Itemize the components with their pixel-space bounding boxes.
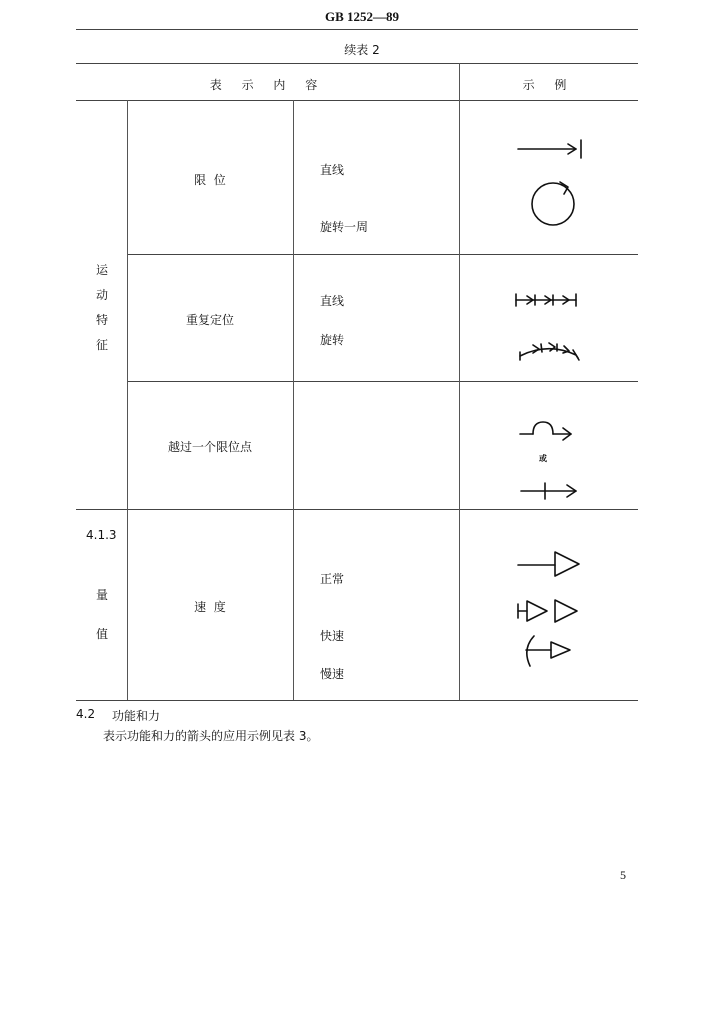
table-caption: 续表 2: [344, 43, 380, 57]
header-rule: [76, 29, 638, 30]
section-divider: [76, 509, 638, 510]
standard-number: GB 1252—89: [324, 9, 400, 24]
row-name: 限 位: [194, 173, 226, 187]
repeated-linear-positioning-icon: [514, 291, 580, 309]
column-header-content: 表 示 内 容: [209, 78, 326, 92]
row-item: 旋转一周: [320, 220, 369, 234]
row-item: 正常: [320, 572, 345, 586]
header-bottom-rule: [76, 100, 638, 101]
arrow-to-stop-icon: [514, 138, 584, 160]
section-heading-number: 4.2: [76, 707, 96, 721]
column-rule: [459, 63, 460, 700]
section-body-text: 表示功能和力的箭头的应用示例见表 3。: [103, 729, 319, 743]
normal-speed-arrow-icon: [515, 548, 585, 580]
section-label-char: 运: [96, 263, 109, 277]
row-item: 直线: [320, 294, 345, 308]
section-number: 4.1.3: [86, 528, 117, 542]
page-number: 5: [620, 868, 626, 882]
section-label-char: 特: [96, 313, 109, 327]
row-item: 慢速: [320, 667, 345, 681]
row-item: 直线: [320, 163, 345, 177]
row-name: 越过一个限位点: [167, 440, 252, 454]
section-label-char: 动: [96, 288, 109, 302]
section-label-char: 值: [96, 627, 109, 641]
section-heading-title: 功能和力: [112, 709, 161, 723]
slow-speed-arrow-icon: [520, 633, 580, 669]
repeated-rotary-positioning-icon: [516, 338, 582, 362]
table-top-rule: [76, 63, 638, 64]
section-label-char: 量: [96, 588, 109, 602]
row-name: 重复定位: [185, 313, 234, 327]
table-bottom-rule: [76, 700, 638, 701]
row-item: 快速: [320, 629, 345, 643]
crossed-arrow-icon: [518, 480, 580, 502]
section-label-char: 征: [96, 338, 109, 352]
column-rule: [293, 100, 294, 700]
circular-rotation-arrow-icon: [526, 178, 582, 226]
example-alternative-note: 或: [539, 454, 547, 463]
column-header-example: 示 例: [522, 78, 575, 92]
arrow-over-limit-point-icon: [517, 418, 577, 444]
fast-speed-arrow-icon: [515, 596, 585, 626]
row-divider: [127, 381, 638, 382]
row-item: 旋转: [320, 333, 345, 347]
row-divider: [127, 254, 638, 255]
row-name: 速 度: [194, 600, 226, 614]
